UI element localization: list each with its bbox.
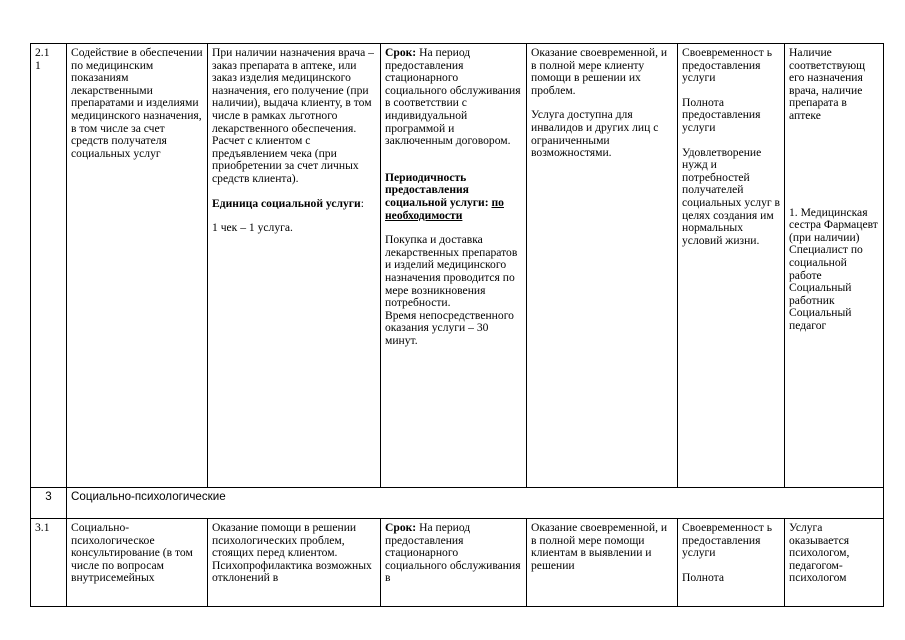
unit-heading xyxy=(212,198,376,211)
term-text xyxy=(385,47,522,148)
description-text: При наличии назначения врача – заказ препарата в аптеке, или заказ изделия медицинского назначения, его получение (при наличии), выдача клиенту, в том числе в рамках льготного лекарственного обеспечения. Расчет с клиентом с предъявлением чека (при приобретении за счет личных средств клиента). xyxy=(212,46,374,185)
table-row-2-1 xyxy=(31,44,884,488)
row-number: 3.1 xyxy=(31,519,67,607)
result-text-1: Оказание своевременной, и в полной мере клиенту помощи в решении их проблем. xyxy=(531,46,668,97)
service-name: Содействие в обеспечении по медицинским показаниям лекарственными препаратами и изделиями медицинского назначения, в том числе за счет средств получателя социальных услуг xyxy=(67,44,208,488)
section-title: Социально-психологические xyxy=(67,488,884,519)
quality-2: Полнота предоставления услуги xyxy=(682,95,761,134)
unit-colon: : xyxy=(360,196,364,210)
service-result xyxy=(527,44,678,488)
quality-2: Полнота xyxy=(682,570,725,584)
conditions-1: Наличие соответствующ его назначения врача, наличие препарата в аптеке xyxy=(789,46,866,122)
term-label: Срок: xyxy=(385,521,417,534)
periodicity-label: Периодичность предоставления социальной услуги: xyxy=(385,170,492,209)
unit-label: Единица социальной услуги xyxy=(212,196,361,210)
term-text xyxy=(385,522,522,585)
section-row-3 xyxy=(31,488,884,519)
time-text: Время непосредственного оказания услуги – 30 минут. xyxy=(385,308,514,347)
service-result: Оказание своевременной, и в полной мере помощи клиентам в выявлении и решении xyxy=(527,519,678,607)
section-number: 3 xyxy=(31,488,67,519)
row-number: 2.1 1 xyxy=(31,44,67,488)
service-description: Оказание помощи в решении психологических проблем, стоящих перед клиентом. Психопрофилактика возможных отклонений в xyxy=(208,519,381,607)
service-conditions: Услуга оказывается психологом, педагогом-психологом xyxy=(785,519,884,607)
periodicity-heading xyxy=(385,172,522,222)
periodicity-value: по необходимости xyxy=(385,195,504,222)
quality-1: Своевременност ь предоставления услуги xyxy=(682,46,773,85)
quality-indicators xyxy=(678,44,785,488)
service-name: Социально-психологическое консультирование (в том числе по вопросам внутрисемейных xyxy=(67,519,208,607)
service-term xyxy=(381,519,527,607)
service-conditions xyxy=(785,44,884,488)
service-description xyxy=(208,44,381,488)
quality-3: Удовлетворение нужд и потребностей получателей социальных услуг в целях создания им нормальных условий жизни. xyxy=(682,145,781,247)
table-row-3-1 xyxy=(31,519,884,607)
periodicity-text: Покупка и доставка лекарственных препаратов и изделий медицинского назначения проводится по мере возникновения потребности. xyxy=(385,233,518,310)
service-term xyxy=(381,44,527,488)
unit-value: 1 чек – 1 услуга. xyxy=(212,221,293,235)
term-body: На период предоставления стационарного социального обслуживания в xyxy=(385,521,521,585)
quality-1: Своевременност ь предоставления услуги xyxy=(682,521,773,560)
quality-indicators xyxy=(678,519,785,607)
term-label: Срок: xyxy=(385,46,417,59)
services-table xyxy=(30,43,884,607)
result-text-2: Услуга доступна для инвалидов и других лиц с ограниченными возможностями. xyxy=(531,108,659,160)
conditions-2: 1. Медицинская сестра Фармацевт (при наличии) Специалист по социальной работе Социальный работник Социальный педагог xyxy=(789,205,878,332)
term-body: На период предоставления стационарного социального обслуживания в соответствии с индивидуальной программой и заключенным договором. xyxy=(385,46,521,148)
